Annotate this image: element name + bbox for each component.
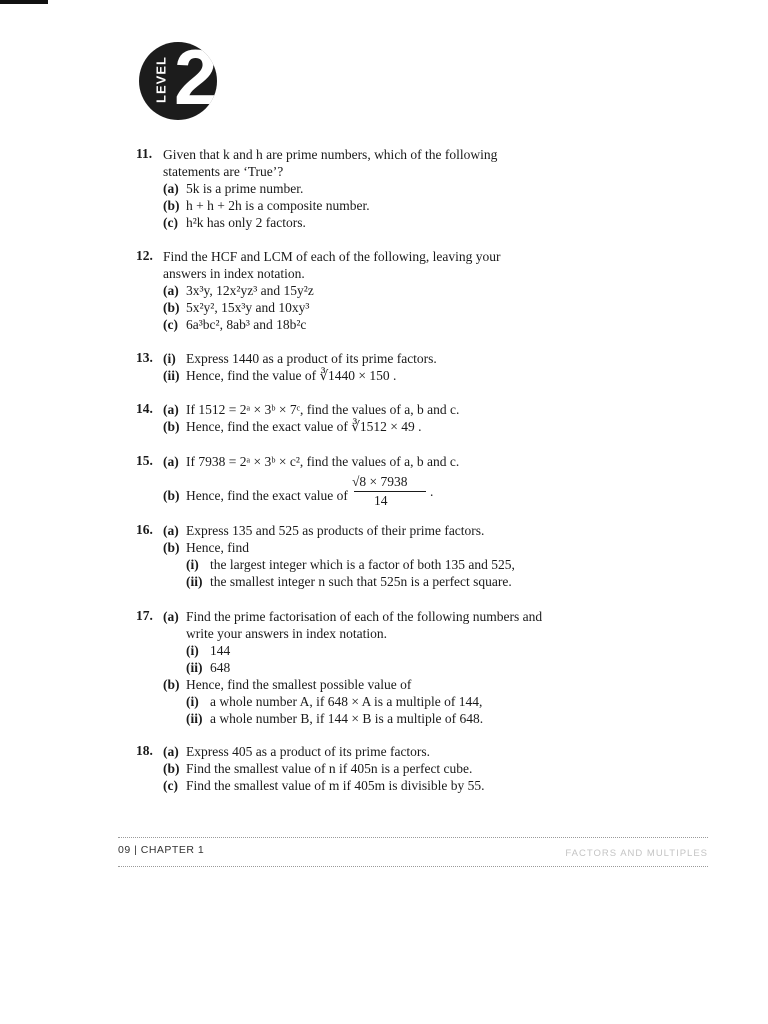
part-text: h²k has only 2 factors.: [186, 215, 306, 230]
part-text: Express 135 and 525 as products of their prime factors.: [186, 523, 485, 538]
part-text: Express 1440 as a product of its prime factors.: [186, 351, 437, 366]
part-label: (b): [163, 198, 180, 213]
question-number: 17.: [136, 608, 153, 623]
part-label: (ii): [163, 368, 180, 383]
part-label: (a): [163, 744, 179, 759]
part-label: (a): [163, 609, 179, 624]
question-stem: statements are ‘True’?: [163, 164, 284, 179]
part-label: (b): [163, 300, 180, 315]
fraction-end: .: [430, 484, 434, 499]
part-label: (a): [163, 283, 179, 298]
part-label: (b): [163, 677, 180, 692]
scan-corner-mark: [0, 0, 48, 4]
part-label: (b): [163, 761, 180, 776]
part-label: (c): [163, 317, 178, 332]
part-text: Express 405 as a product of its prime factors.: [186, 744, 431, 759]
part-text: Hence, find the exact value of ∛1512 × 49 .: [186, 419, 422, 434]
part-label: (a): [163, 523, 179, 538]
subpart-text: the largest integer which is a factor of both 135 and 525,: [210, 557, 515, 572]
level-number: 2: [174, 42, 217, 120]
part-text: Hence, find the smallest possible value of: [186, 677, 412, 692]
level-badge: [139, 42, 217, 120]
part-text: If 7938 = 2ᵃ × 3ᵇ × c², find the values of a, b and c.: [186, 454, 460, 469]
subpart-label: (i): [186, 643, 199, 658]
part-label: (b): [163, 540, 180, 555]
part-text: Find the prime factorisation of each of the following numbers and: [186, 609, 543, 624]
question-number: 15.: [136, 453, 153, 468]
part-label: (a): [163, 402, 179, 417]
question-stem: Find the HCF and LCM of each of the following, leaving your: [163, 249, 501, 264]
part-text: 6a³bc², 8ab³ and 18b²c: [186, 317, 307, 332]
question-number: 11.: [136, 146, 153, 161]
subpart-label: (ii): [186, 574, 203, 589]
question-number: 13.: [136, 350, 153, 365]
footer-page-chapter: 09 | CHAPTER 1: [118, 844, 205, 856]
fraction-numerator: √8 × 7938: [352, 474, 408, 489]
footer-chapter-title: FACTORS AND MULTIPLES: [565, 848, 708, 859]
fraction-denominator: 14: [374, 493, 388, 508]
part-text: Find the smallest value of n if 405n is a perfect cube.: [186, 761, 473, 776]
part-label: (c): [163, 778, 178, 793]
subpart-text: the smallest integer n such that 525n is a perfect square.: [210, 574, 512, 589]
question-stem: Given that k and h are prime numbers, which of the following: [163, 147, 498, 162]
part-text: 3x³y, 12x²yz³ and 15y²z: [186, 283, 314, 298]
question-number: 14.: [136, 401, 153, 416]
part-label: (a): [163, 181, 179, 196]
question-number: 16.: [136, 522, 153, 537]
question-number: 12.: [136, 248, 153, 263]
question-number: 18.: [136, 743, 153, 758]
subpart-label: (i): [186, 557, 199, 572]
subpart-label: (ii): [186, 711, 203, 726]
part-text: write your answers in index notation.: [186, 626, 387, 641]
part-label: (c): [163, 215, 178, 230]
part-label: (i): [163, 351, 176, 366]
subpart-text: 648: [210, 660, 231, 675]
question-stem: answers in index notation.: [163, 266, 305, 281]
fraction-bar: [354, 491, 426, 492]
part-text: 5x²y², 15x³y and 10xy³: [186, 300, 310, 315]
part-text: Hence, find: [186, 540, 249, 555]
part-label: (a): [163, 454, 179, 469]
footer-rule-bottom: [118, 866, 708, 867]
part-text: If 1512 = 2ᵃ × 3ᵇ × 7ᶜ, find the values of a, b and c.: [186, 402, 460, 417]
subpart-label: (i): [186, 694, 199, 709]
level-label: LEVEL: [153, 56, 169, 103]
subpart-text: a whole number B, if 144 × B is a multiple of 648.: [210, 711, 484, 726]
subpart-label: (ii): [186, 660, 203, 675]
part-text: Hence, find the exact value of: [186, 488, 348, 503]
part-text: h + h + 2h is a composite number.: [186, 198, 370, 213]
part-text: Hence, find the value of ∛1440 × 150 .: [186, 368, 397, 383]
footer-rule-top: [118, 837, 708, 838]
part-text: Find the smallest value of m if 405m is divisible by 55.: [186, 778, 485, 793]
part-label: (b): [163, 419, 180, 434]
subpart-text: 144: [210, 643, 231, 658]
part-label: (b): [163, 488, 180, 503]
subpart-text: a whole number A, if 648 × A is a multiple of 144,: [210, 694, 483, 709]
part-text: 5k is a prime number.: [186, 181, 304, 196]
